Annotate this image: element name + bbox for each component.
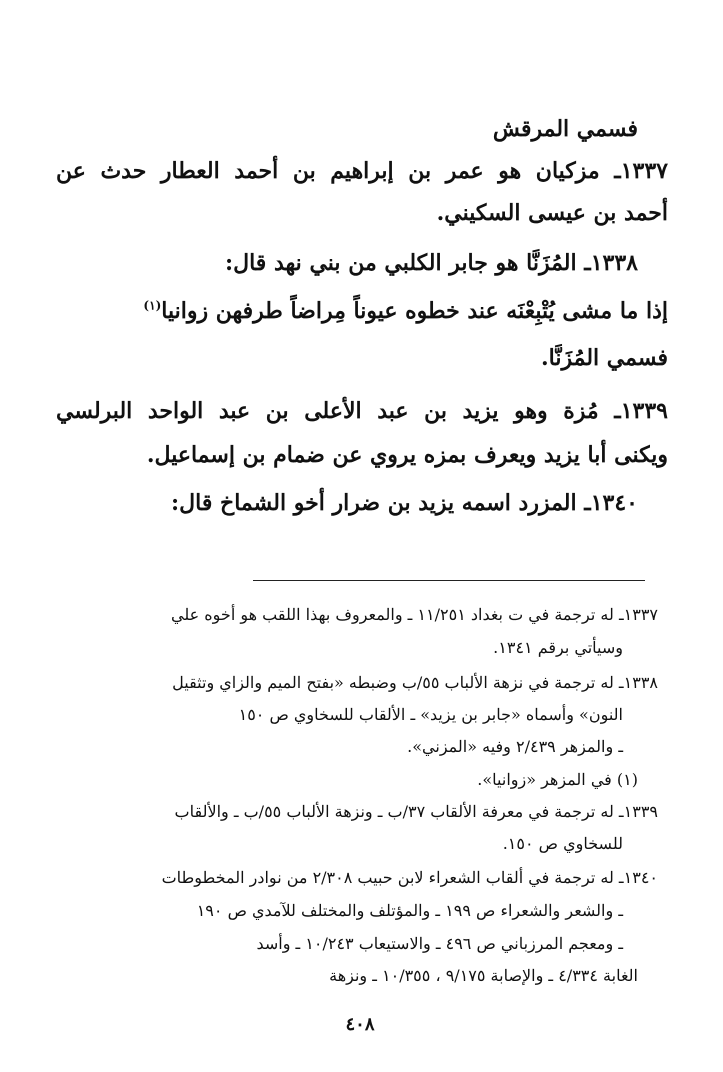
entry-1338-line-1: ١٣٣٨ـ المُزَنَّا هو جابر الكلبي من بني نهد قال: — [224, 250, 638, 276]
entry-1339-line-2: ويكنى أبا يزيد ويعرف بمزه يروي عن ضمام بن إسماعيل. — [146, 442, 668, 468]
section-heading: فسمي المرقش — [492, 116, 638, 142]
entry-1340-line-1: ١٣٤٠ـ المزرد اسمه يزيد بن ضرار أخو الشماخ قال: — [171, 490, 638, 516]
entry-1339-line-1: ١٣٣٩ـ مُزة وهو يزيد بن عبد الأعلى بن عبد الواحد البرلسي — [56, 398, 668, 424]
footnote-ref: (١) — [143, 298, 162, 313]
footnote-1338-line-1: ١٣٣٨ـ له ترجمة في نزهة الألباب ٥٥/ب وضبطه «بفتح الميم والزاي وتثقيل — [172, 673, 658, 692]
entry-1337-line-1: ١٣٣٧ـ مزكيان هو عمر بن إبراهيم بن أحمد العطار حدث عن — [56, 158, 668, 184]
footnote-1339-line-2: للسخاوي ص ١٥٠. — [502, 834, 623, 853]
page-number: ٤٠٨ — [345, 1014, 375, 1035]
footnote-separator — [253, 580, 645, 581]
footnote-1340-line-2: ـ والشعر والشعراء ص ١٩٩ ـ والمؤتلف والمختلف للآمدي ص ١٩٠ — [196, 901, 623, 920]
footnote-1338-line-2: النون» وأسماه «جابر بن يزيد» ـ الألقاب للسخاوي ص ١٥٠ — [238, 705, 623, 724]
footnote-1338-line-3: ـ والمزهر ٢/٤٣٩ وفيه «المزني». — [407, 737, 623, 756]
footnote-1337-line-2: وسيأتي برقم ١٣٤١. — [493, 638, 623, 657]
footnote-1337-line-1: ١٣٣٧ـ له ترجمة في ت بغداد ١١/٢٥١ ـ والمعروف بهذا اللقب هو أخوه علي — [171, 605, 658, 624]
entry-1338-line-3: فسمي المُزَنَّا. — [540, 345, 668, 371]
footnote-1340-line-4: الغابة ٤/٣٣٤ ـ والإصابة ٩/١٧٥ ، ١٠/٣٥٥ ـ ونزهة — [329, 966, 638, 985]
footnote-verse-1: (١) في المزهر «زوانيا». — [477, 770, 638, 789]
footnote-1339-line-1: ١٣٣٩ـ له ترجمة في معرفة الألقاب ٣٧/ب ـ ونزهة الألباب ٥٥/ب ـ والألقاب — [174, 802, 658, 821]
footnote-1340-line-1: ١٣٤٠ـ له ترجمة في ألقاب الشعراء لابن حبيب ٢/٣٠٨ من نوادر المخطوطات — [161, 868, 658, 887]
verse-text: إذا ما مشى يُتْبِعْنَه عند خطوه عيوناً مِراضاً طرفهن زوانيا — [161, 298, 668, 324]
footnote-1340-line-3: ـ ومعجم المرزباني ص ٤٩٦ ـ والاستيعاب ١٠/٢٤٣ ـ وأسد — [256, 934, 623, 953]
entry-1338-verse — [143, 298, 668, 324]
entry-1337-line-2: أحمد بن عيسى السكيني. — [436, 200, 668, 226]
